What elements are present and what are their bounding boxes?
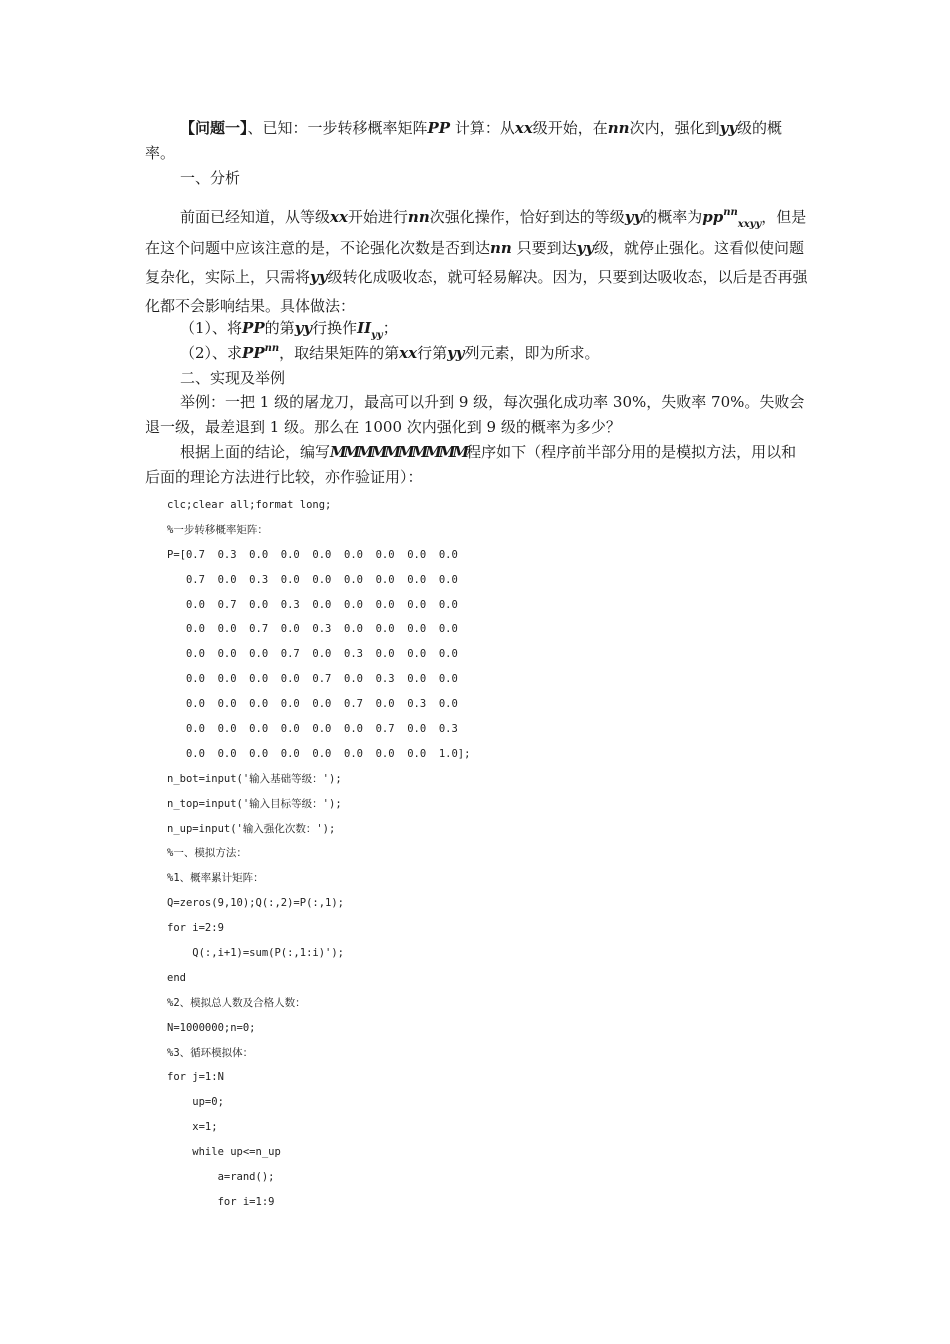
- code-line: N=1000000;n=0;: [167, 1021, 256, 1034]
- code-line: P=[0.7 0.3 0.0 0.0 0.0 0.0 0.0 0.0 0.0: [167, 548, 458, 561]
- code-line: x=1;: [167, 1121, 218, 1134]
- code-line: up=0;: [167, 1096, 224, 1109]
- code-line: n_bot=input('输入基础等级：');: [167, 772, 342, 785]
- code-line: %2、模拟总人数及合格人数：: [167, 996, 306, 1009]
- example-paragraph: 举例：一把 1 级的屠龙刀，最高可以升到 9 级，每次强化成功率 30%，失败率 70%。失败会退一级，最差退到 1 级。那么在 1000 次内强化到 9 级的概率为多少？: [145, 393, 805, 436]
- code-line: 0.0 0.0 0.0 0.7 0.0 0.3 0.0 0.0 0.0: [167, 648, 458, 661]
- section-heading-analysis: 一、分析: [180, 169, 241, 187]
- math-y: yy: [719, 119, 738, 137]
- code-line: %1、概率累计矩阵：: [167, 872, 264, 885]
- conclusion-paragraph: 根据上面的结论，编写MMMMMMMMMM程序如下（程序前半部分用的是模拟方法，用以和后面的理论方法进行比较，亦作验证用）：: [145, 443, 797, 486]
- code-line: Q(:,i+1)=sum(P(:,1:i)');: [167, 947, 345, 960]
- math-x: xx: [514, 119, 533, 137]
- math-n: nn: [607, 119, 630, 137]
- math-p-xy-n: pp: [702, 208, 724, 226]
- code-line: 0.7 0.0 0.3 0.0 0.0 0.0 0.0 0.0 0.0: [167, 573, 458, 586]
- math-P: PP: [427, 119, 451, 137]
- code-block: [167, 493, 470, 1215]
- code-line: 0.0 0.0 0.0 0.0 0.0 0.7 0.0 0.3 0.0: [167, 698, 458, 711]
- code-line: %3、循环模拟体：: [167, 1046, 254, 1059]
- code-line: %一、模拟方法：: [167, 847, 247, 860]
- step-2: （2）、求$PP^{nn}$，取结果矩阵的第xx行第yy列元素，即为所求。: [180, 343, 600, 362]
- problem-title: 【问题一】: [180, 119, 248, 137]
- code-line: clc;clear all;format long;: [167, 499, 332, 511]
- analysis-paragraph: 前面已经知道，从等级xx开始进行nn次强化操作，恰好到达的等级yy的概率为$pp^{nn}_{xxyy}$，但是在这个问题中应该注意的是，不论强化次数是否到达nn 只要到达yy级，就停止强化。这看似使问题复杂化，实际上，只需将yy级转化成吸收态，就可轻易解决。因为，只要到达吸收态，以后是否再强化都不会影响结果。具体做法：: [145, 207, 808, 315]
- code-line: for i=2:9: [167, 922, 224, 935]
- section-heading-implementation: 二、实现及举例: [180, 369, 286, 387]
- code-line: 0.0 0.0 0.0 0.0 0.0 0.0 0.7 0.0 0.3: [167, 723, 458, 736]
- code-line: for j=1:N: [167, 1071, 224, 1084]
- code-line: while up<=n_up: [167, 1146, 281, 1159]
- code-line: %一步转移概率矩阵：: [167, 523, 268, 536]
- code-line: end: [167, 971, 186, 984]
- code-line: 0.0 0.0 0.0 0.0 0.0 0.0 0.0 0.0 1.0];: [167, 747, 471, 760]
- code-line: for i=1:9: [167, 1195, 275, 1208]
- code-line: n_up=input('输入强化次数：');: [167, 822, 336, 835]
- code-line: 0.0 0.0 0.0 0.0 0.7 0.0 0.3 0.0 0.0: [167, 673, 458, 686]
- problem-statement: 【问题一】、已知：一步转移概率矩阵PP 计算：从xx级开始，在nn次内，强化到yy级的概率。: [145, 119, 783, 162]
- code-line: n_top=input('输入目标等级：');: [167, 797, 342, 810]
- code-line: a=rand();: [167, 1171, 275, 1184]
- math-matlab: MMMMMMMMMM: [330, 443, 467, 461]
- step-1: （1）、将PP的第yy行换作$II_{yy}$；: [180, 319, 398, 341]
- code-line: Q=zeros(9,10);Q(:,2)=P(:,1);: [167, 897, 345, 910]
- code-line: 0.0 0.0 0.7 0.0 0.3 0.0 0.0 0.0 0.0: [167, 623, 458, 636]
- code-line: 0.0 0.7 0.0 0.3 0.0 0.0 0.0 0.0 0.0: [167, 598, 458, 611]
